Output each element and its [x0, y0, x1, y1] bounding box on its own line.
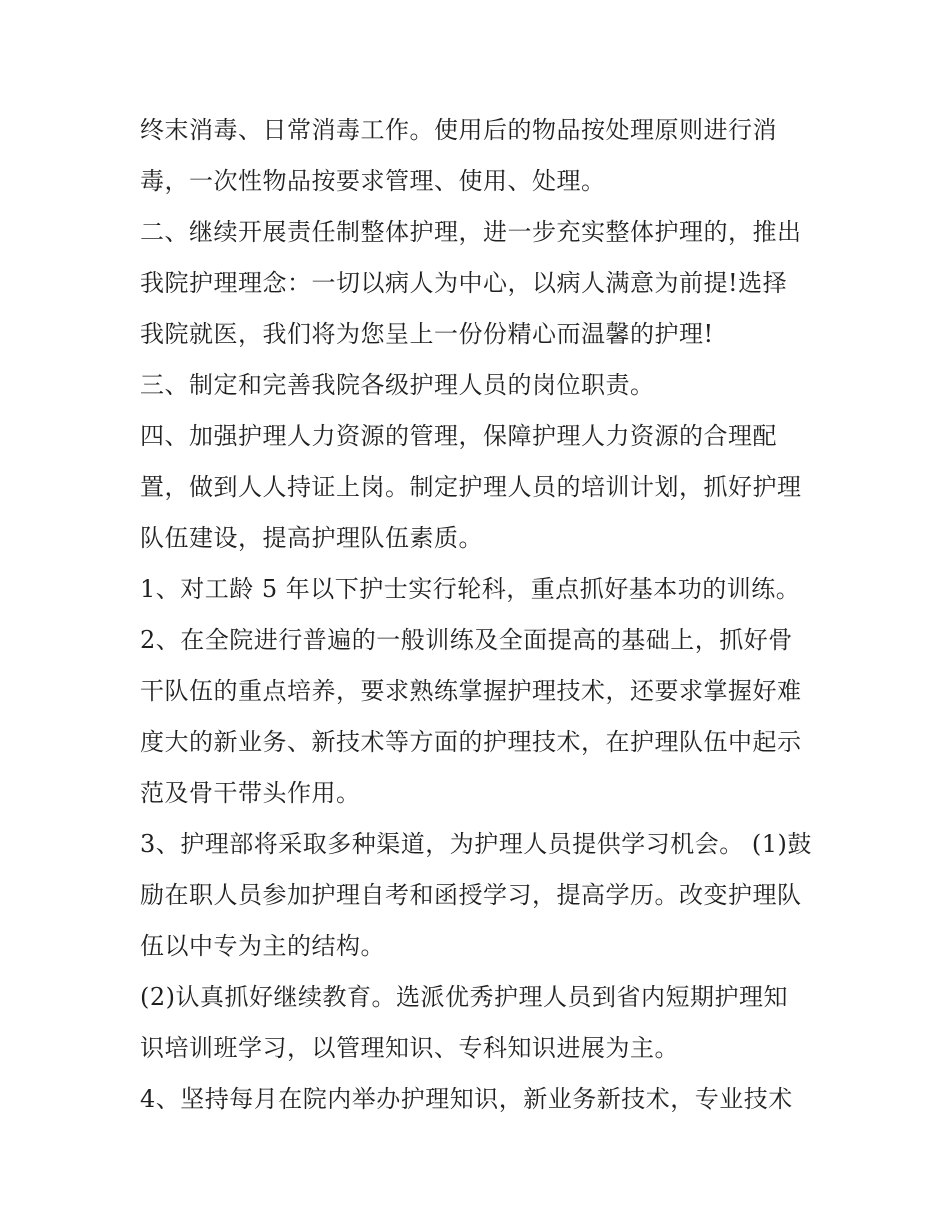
text-line: 3、护理部将采取多种渠道，为护理人员提供学习机会。 (1)鼓 [140, 830, 812, 858]
text-line: 我院就医，我们将为您呈上一份份精心而温馨的护理! [140, 320, 714, 348]
text-line: 识培训班学习，以管理知识、专科知识进展为主。 [140, 1034, 679, 1062]
text-line: 伍以中专为主的结构。 [140, 932, 385, 960]
text-line: 2、在全院进行普遍的一般训练及全面提高的基础上，抓好骨 [140, 626, 793, 654]
text-line: 毒，一次性物品按要求管理、使用、处理。 [140, 167, 606, 195]
text-line: 队伍建设，提高护理队伍素质。 [140, 524, 483, 552]
text-line: 范及骨干带头作用。 [140, 779, 361, 807]
text-line: 1、对工龄 5 年以下护士实行轮科，重点抓好基本功的训练。 [140, 575, 801, 603]
text-line: 度大的新业务、新技术等方面的护理技术，在护理队伍中起示 [140, 728, 802, 756]
text-line: 干队伍的重点培养，要求熟练掌握护理技术，还要求掌握好难 [140, 677, 802, 705]
text-line: 我院护理理念：一切以病人为中心，以病人满意为前提!选择 [140, 269, 788, 297]
text-line: 四、加强护理人力资源的管理，保障护理人力资源的合理配 [140, 422, 777, 450]
text-line: 置，做到人人持证上岗。制定护理人员的培训计划，抓好护理 [140, 473, 802, 501]
text-line: 三、制定和完善我院各级护理人员的岗位职责。 [140, 371, 655, 399]
text-line: 二、继续开展责任制整体护理，进一步充实整体护理的，推出 [140, 218, 802, 246]
text-line: (2)认真抓好继续教育。选派优秀护理人员到省内短期护理知 [140, 983, 788, 1011]
text-line: 4、坚持每月在院内举办护理知识，新业务新技术，专业技术 [140, 1085, 793, 1113]
text-line: 励在职人员参加护理自考和函授学习，提高学历。改变护理队 [140, 881, 802, 909]
text-line: 终末消毒、日常消毒工作。使用后的物品按处理原则进行消 [140, 116, 777, 144]
